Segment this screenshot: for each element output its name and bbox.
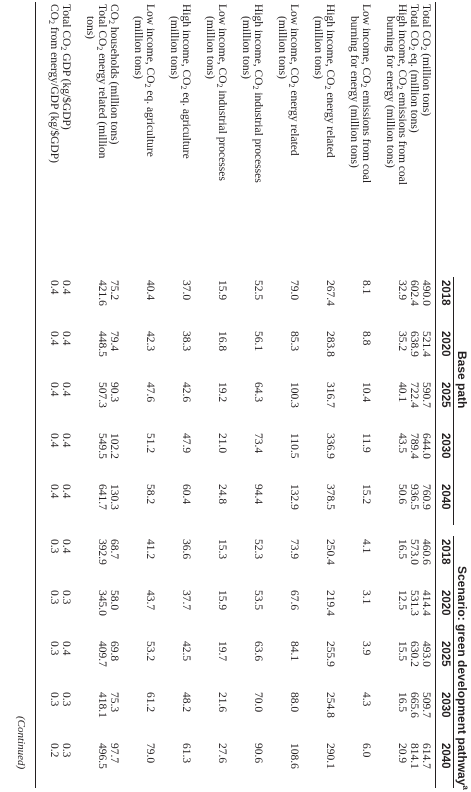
table-cell: 21.0 xyxy=(216,433,228,454)
row-label: High income, $CO_2$ eq. agriculture (million tons) xyxy=(168,4,192,159)
base-path-rule xyxy=(453,277,454,525)
table-cell: 52.3 xyxy=(252,539,264,560)
table-cell: 53.2 xyxy=(144,641,156,662)
year-header: 2025 xyxy=(439,641,451,667)
table-cell: 0.3 xyxy=(48,539,60,554)
table-cell: 219.4 xyxy=(324,590,336,616)
table-cell: 15.3 xyxy=(216,539,228,560)
table-cell: 68.7 xyxy=(108,539,120,560)
year-header: 2030 xyxy=(439,692,451,718)
table-cell: 8.8 xyxy=(360,331,372,346)
table-cell: 73.4 xyxy=(252,433,264,454)
table-cell: 69.8 xyxy=(108,641,120,662)
table-cell: 531.3 xyxy=(408,590,420,616)
table-cell: 267.4 xyxy=(324,280,336,306)
table-cell: 12.5 xyxy=(396,590,408,611)
table-cell: 16.8 xyxy=(216,331,228,352)
continued-note: (Continued) xyxy=(15,716,27,770)
table-cell: 75.3 xyxy=(108,692,120,713)
table-cell: 496.5 xyxy=(96,743,108,769)
table-cell: 614.7 xyxy=(420,743,432,769)
table-cell: 638.9 xyxy=(408,331,420,357)
table-cell: 521.4 xyxy=(420,331,432,357)
year-header: 2020 xyxy=(439,331,451,357)
year-header: 2018 xyxy=(439,539,451,565)
table-cell: 15.2 xyxy=(360,484,372,505)
table-cell: 0.3 xyxy=(48,590,60,605)
row-label: High income, $CO_2$ energy related (million tons) xyxy=(312,4,336,158)
year-header: 2025 xyxy=(439,382,451,408)
table-cell: 0.4 xyxy=(48,484,60,499)
table-cell: 409.7 xyxy=(96,641,108,667)
table-cell: 0.4 xyxy=(60,641,72,656)
table-cell: 345.0 xyxy=(96,590,108,616)
table-cell: 43.7 xyxy=(144,590,156,611)
table-cell: 90.6 xyxy=(252,743,264,764)
table-cell: 0.3 xyxy=(48,692,60,707)
table-cell: 100.3 xyxy=(288,382,300,408)
table-cell: 4.3 xyxy=(360,692,372,707)
table-cell: 40.1 xyxy=(396,382,408,403)
table-cell: 0.4 xyxy=(60,433,72,448)
table-cell: 0.4 xyxy=(60,280,72,295)
table-cell: 56.1 xyxy=(252,331,264,352)
table-cell: 42.5 xyxy=(180,641,192,662)
table-cell: 0.3 xyxy=(48,641,60,656)
table-cell: 70.0 xyxy=(252,692,264,713)
table-cell: 490.0 xyxy=(420,280,432,306)
table-cell: 102.2 xyxy=(108,433,120,459)
table-cell: 53.5 xyxy=(252,590,264,611)
table-cell: 37.7 xyxy=(180,590,192,611)
table-cell: 0.3 xyxy=(60,590,72,605)
table-cell: 42.3 xyxy=(144,331,156,352)
table-cell: 24.8 xyxy=(216,484,228,505)
table-cell: 16.5 xyxy=(396,539,408,560)
table-cell: 290.1 xyxy=(324,743,336,769)
table-cell: 418.1 xyxy=(96,692,108,718)
table-cell: 0.2 xyxy=(48,743,60,758)
table-cell: 0.4 xyxy=(60,382,72,397)
table-cell: 4.1 xyxy=(360,539,372,554)
table-cell: 0.4 xyxy=(60,331,72,346)
table-cell: 3.1 xyxy=(360,590,372,605)
table-cell: 61.3 xyxy=(180,743,192,764)
row-label: Total $CO_2$ energy related (million tons) xyxy=(84,4,108,159)
table-cell: 64.3 xyxy=(252,382,264,403)
table-cell: 460.6 xyxy=(420,539,432,565)
table-cell: 21.6 xyxy=(216,692,228,713)
table-cell: 507.3 xyxy=(96,382,108,408)
table-cell: 20.9 xyxy=(396,743,408,764)
table-cell: 43.5 xyxy=(396,433,408,454)
table-cell: 509.7 xyxy=(420,692,432,718)
table-cell: 16.5 xyxy=(396,692,408,713)
table-cell: 40.4 xyxy=(144,280,156,301)
group-header-base-path: Base path xyxy=(455,351,469,409)
bottom-rule xyxy=(35,2,36,788)
table-cell: 48.2 xyxy=(180,692,192,713)
table-cell: 97.7 xyxy=(108,743,120,764)
table-cell: 60.4 xyxy=(180,484,192,505)
table-cell: 73.9 xyxy=(288,539,300,560)
table-cell: 10.4 xyxy=(360,382,372,403)
table-cell: 630.2 xyxy=(408,641,420,667)
table-cell: 130.3 xyxy=(108,484,120,510)
table-cell: 493.0 xyxy=(420,641,432,667)
table-cell: 255.9 xyxy=(324,641,336,667)
table-cell: 75.2 xyxy=(108,280,120,301)
table-cell: 79.0 xyxy=(288,280,300,301)
table-cell: 336.9 xyxy=(324,433,336,459)
table-cell: 789.4 xyxy=(408,433,420,459)
table-cell: 8.1 xyxy=(360,280,372,295)
scenario-label: Scenario: green development pathway xyxy=(455,566,469,786)
table-cell: 414.4 xyxy=(420,590,432,616)
table-cell: 35.2 xyxy=(396,331,408,352)
table-cell: 814.1 xyxy=(408,743,420,769)
table-cell: 0.4 xyxy=(48,331,60,346)
table-cell: 47.6 xyxy=(144,382,156,403)
table-cell: 283.8 xyxy=(324,331,336,357)
row-label: Low income, $CO_2$ eq. agriculture (million tons) xyxy=(132,4,156,157)
table-cell: 0.4 xyxy=(48,433,60,448)
table-cell: 641.7 xyxy=(96,484,108,510)
table-cell: 110.5 xyxy=(288,433,300,459)
table-cell: 79.4 xyxy=(108,331,120,352)
table-cell: 90.3 xyxy=(108,382,120,403)
table-cell: 549.5 xyxy=(96,433,108,459)
table-cell: 665.6 xyxy=(408,692,420,718)
year-header: 2020 xyxy=(439,590,451,616)
table-cell: 15.9 xyxy=(216,280,228,301)
table-cell: 6.0 xyxy=(360,743,372,758)
table-cell: 378.5 xyxy=(324,484,336,510)
row-label: Low income, $CO_2$ energy related (million tons) xyxy=(276,4,300,156)
table-cell: 254.8 xyxy=(324,692,336,718)
table-cell: 0.4 xyxy=(60,539,72,554)
table-cell: 15.9 xyxy=(216,590,228,611)
row-label: High income, $CO_2$ industrial processes (million tons) xyxy=(240,4,264,183)
table-cell: 590.7 xyxy=(420,382,432,408)
table-cell: 250.4 xyxy=(324,539,336,565)
table-cell: 84.1 xyxy=(288,641,300,662)
table-cell: 61.2 xyxy=(144,692,156,713)
table-cell: 94.4 xyxy=(252,484,264,505)
table-cell: 0.4 xyxy=(48,382,60,397)
table-cell: 132.9 xyxy=(288,484,300,510)
table-cell: 50.6 xyxy=(396,484,408,505)
table-cell: 448.5 xyxy=(96,331,108,357)
scenario-rule xyxy=(453,536,454,788)
row-label: Total $CO_2$ GDP (kg/$GDP) xyxy=(59,4,72,130)
table-cell: 52.5 xyxy=(252,280,264,301)
table-cell: 421.6 xyxy=(96,280,108,306)
row-label: Low income, $CO_2$ emissions from coal burning for energy (million tons) xyxy=(348,4,372,184)
header-rule xyxy=(435,2,436,788)
table-cell: 19.2 xyxy=(216,382,228,403)
table-cell: 38.3 xyxy=(180,331,192,352)
row-label: Low income, $CO_2$ industrial processes (million tons) xyxy=(204,4,228,181)
year-header: 2030 xyxy=(439,433,451,459)
table-cell: 108.6 xyxy=(288,743,300,769)
year-header: 2040 xyxy=(439,743,451,769)
row-label: High income, $CO_2$ emissions from coal burning for energy (million tons) xyxy=(384,4,408,185)
table-cell: 573.0 xyxy=(408,539,420,565)
table-cell: 644.0 xyxy=(420,433,432,459)
table-cell: 37.0 xyxy=(180,280,192,301)
table-cell: 11.9 xyxy=(360,433,372,453)
row-label: $CO_2$ households (million tons) xyxy=(107,4,120,145)
table-cell: 85.3 xyxy=(288,331,300,352)
table-cell: 0.4 xyxy=(60,484,72,499)
group-header-scenario xyxy=(455,566,469,790)
table-cell: 0.4 xyxy=(48,280,60,295)
table-cell: 0.3 xyxy=(60,743,72,758)
scenario-footnote-mark: a xyxy=(461,785,470,790)
table-cell: 41.2 xyxy=(144,539,156,560)
year-header: 2040 xyxy=(439,484,451,510)
table-cell: 47.9 xyxy=(180,433,192,454)
table-cell: 316.7 xyxy=(324,382,336,408)
table-cell: 722.4 xyxy=(408,382,420,408)
table-cell: 88.0 xyxy=(288,692,300,713)
table-cell: 15.5 xyxy=(396,641,408,662)
row-label: Total $CO_2$ (million tons) xyxy=(419,4,432,117)
table-cell: 32.9 xyxy=(396,280,408,301)
row-label: $CO_2$ from energy/GDP (kg/$GDP) xyxy=(47,4,60,163)
table-cell: 936.5 xyxy=(408,484,420,510)
table-cell: 602.4 xyxy=(408,280,420,306)
table-cell: 58.0 xyxy=(108,590,120,611)
table-cell: 79.0 xyxy=(144,743,156,764)
row-label: Total $CO_2$ eq. (million tons) xyxy=(407,4,420,133)
table-cell: 760.9 xyxy=(420,484,432,510)
table-cell: 42.6 xyxy=(180,382,192,403)
table-cell: 36.6 xyxy=(180,539,192,560)
year-header: 2018 xyxy=(439,280,451,306)
table-cell: 392.9 xyxy=(96,539,108,565)
table-cell: 58.2 xyxy=(144,484,156,505)
table-cell: 27.6 xyxy=(216,743,228,764)
table-cell: 63.6 xyxy=(252,641,264,662)
table-cell: 3.9 xyxy=(360,641,372,656)
table-cell: 19.7 xyxy=(216,641,228,662)
table-cell: 67.6 xyxy=(288,590,300,611)
table-cell: 0.3 xyxy=(60,692,72,707)
table-cell: 51.2 xyxy=(144,433,156,454)
